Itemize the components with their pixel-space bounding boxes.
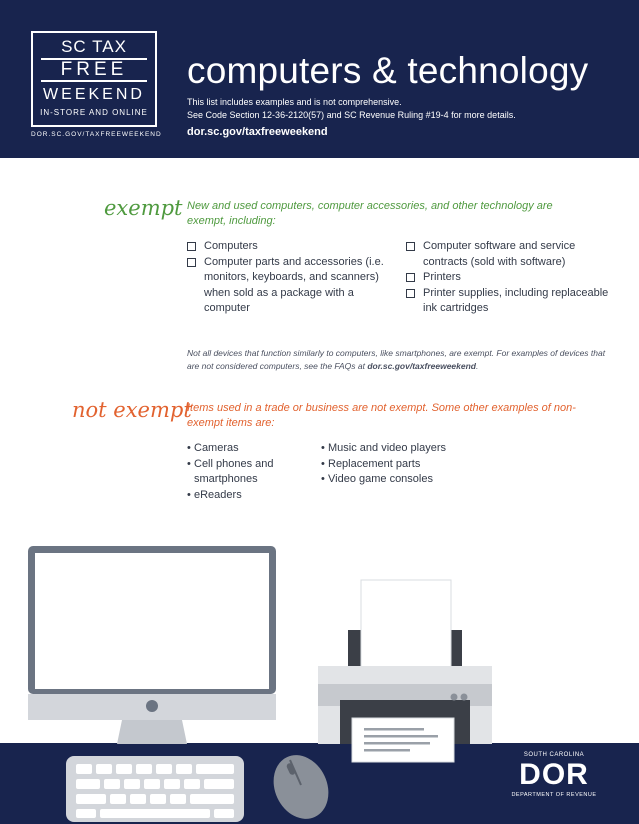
list-item: • Replacement parts (321, 457, 461, 473)
list-item: Printer supplies, including replaceable ink cartridges (406, 286, 616, 317)
printer-icon (318, 580, 492, 762)
exempt-label: exempt (104, 196, 183, 220)
not-exempt-intro: Items used in a trade or business are not exempt. Some other examples of non-exempt items are: (187, 402, 576, 429)
logo-line-4: IN-STORE AND ONLINE (40, 108, 148, 117)
header-subtitle-2: See Code Section 12-36-2120(57) and SC Revenue Ruling #19-4 for more details. (187, 110, 516, 120)
list-item: Computers (187, 239, 387, 255)
monitor-icon (28, 546, 276, 744)
header-subtitle-1: This list includes examples and is not comprehensive. (187, 97, 402, 107)
header-url-link[interactable]: dor.sc.gov/taxfreeweekend (187, 126, 328, 138)
list-item: • Cameras (187, 441, 307, 457)
list-item: • Music and video players (321, 441, 461, 457)
logo-url: DOR.SC.GOV/TAXFREEWEEKEND (31, 131, 162, 138)
brand-name: DOR (519, 758, 589, 791)
list-item: Computer parts and accessories (i.e. monitors, keyboards, and scanners) when sold as a package with a computer (187, 255, 387, 317)
exempt-note: Not all devices that function similarly to computers, like smartphones, are exempt. For examples of devices that are not considered computers, see the FAQs at dor.sc.gov/taxfreeweekend. (187, 348, 606, 371)
list-item: • eReaders (187, 488, 307, 504)
dor-brand-logo (509, 752, 599, 808)
brand-state: SOUTH CAROLINA (523, 752, 585, 758)
page-title: computers & technology (187, 50, 589, 91)
faq-link[interactable]: dor.sc.gov/taxfreeweekend (367, 361, 476, 371)
logo-line-1: SC TAX (61, 37, 127, 56)
brand-dept: DEPARTMENT OF REVENUE (511, 792, 597, 798)
logo-line-3: WEEKEND (43, 86, 145, 103)
not-exempt-label: not exempt (72, 398, 192, 422)
keyboard-icon (66, 756, 244, 822)
mouse-icon (263, 746, 338, 824)
list-item: • Video game consoles (321, 472, 461, 488)
exempt-intro: New and used computers, computer accessories, and other technology are exempt, including: (187, 200, 553, 227)
logo-line-2: FREE (41, 58, 147, 82)
list-item: Computer software and service contracts (sold with software) (406, 239, 616, 270)
list-item: • Cell phones and smartphones (187, 457, 307, 488)
list-item: Printers (406, 270, 616, 286)
